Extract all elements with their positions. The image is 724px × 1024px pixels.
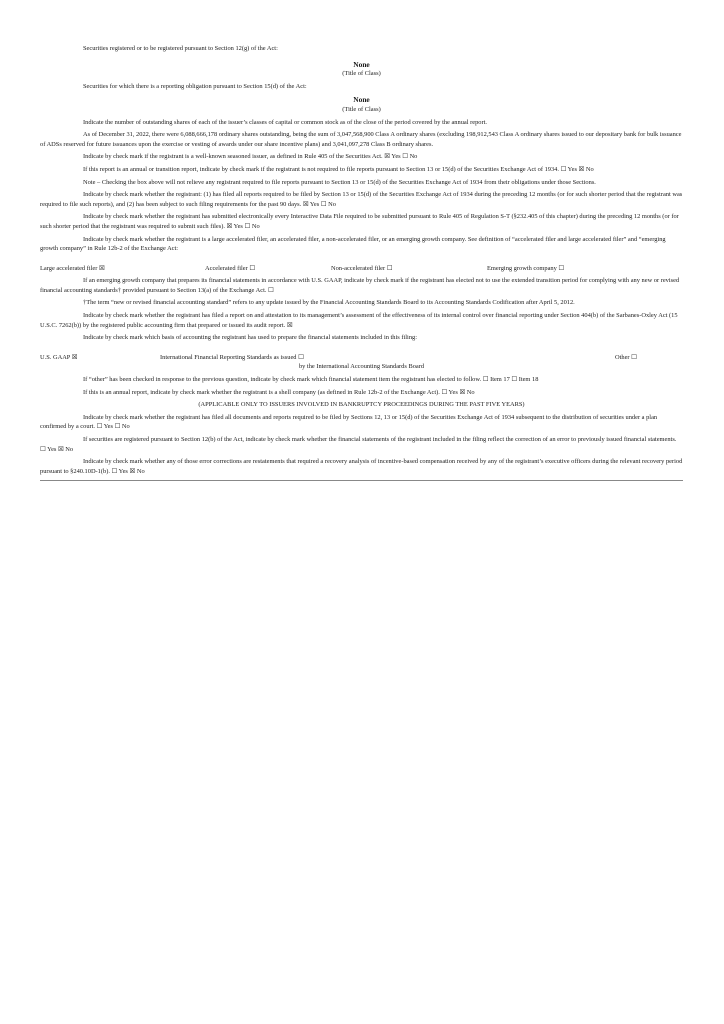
icfr-check: Indicate by check mark whether the registrant has filed a report on and attestation to its management’s assessment of the effectiveness of its internal control over financial reporting under Section 404(b) of the Sarbanes-Oxley Act (15 U.S.C. 7262(b)) by the registered public accounting firm that prepared or issued its audit report. ☒ <box>40 312 678 329</box>
sec12g-class: (Title of Class) <box>342 70 381 78</box>
interactive-data-check: Indicate by check mark whether the registrant has submitted electronically every Interactive Data File required to be submitted pursuant to Rule 405 of Regulation S-T (§232.405 of this chapter) during the preceding 12 months (or for such shorter period that the registrant was required to submit such files). ☒ Yes ☐ No <box>40 213 679 230</box>
not-required-check: If this report is an annual or transition report, indicate by check mark if the registrant is not required to file reports pursuant to Section 13 or 15(d) of the Securities Exchange Act of 1934. ☐ Yes ☒ No <box>83 165 594 173</box>
large-accelerated-option: Large accelerated filer ☒ <box>40 264 105 272</box>
us-gaap-option: U.S. GAAP ☒ <box>40 353 78 361</box>
emerging-text: If an emerging growth company that prepares its financial statements in accordance with U.S. GAAP, indicate by check mark if the registrant has elected not to use the extended transition period for complying with any new or revised financial accounting standards† provided pursuant to Section 13(a) of the Exchange Act. ☐ <box>40 277 680 294</box>
ifrs-option-line2: by the International Accounting Standards Board <box>298 363 425 371</box>
filer-options-row <box>40 264 683 274</box>
document-page <box>40 44 683 481</box>
note-text: Note – Checking the box above will not relieve any registrant required to file reports pursuant to Section 13 or 15(d) of the Securities Exchange Act of 1934 from their obligations under those Sections. <box>83 178 596 186</box>
footnote: †The term “new or revised financial accounting standard” refers to any update issued by the Financial Accounting Standards Board to its Accounting Standards Codification after April 5, 2012. <box>83 299 575 307</box>
emerging-growth-option: Emerging growth company ☐ <box>487 264 565 272</box>
filer-type-label: Indicate by check mark whether the registrant is a large accelerated filer, an accelerated filer, a non-accelerated filer, or an emerging growth company. See definition of “accelerated filer and large accelerated filer” and “emerging growth company” in Rule 12b-2 of the Exchange Act: <box>40 235 666 253</box>
sec15d-class: (Title of Class) <box>342 105 381 113</box>
sec15d-value: None <box>353 95 370 105</box>
outstanding-label: Indicate the number of outstanding shares of each of the issuer’s classes of capital or common stock as of the close of the period covered by the annual report. <box>83 118 487 126</box>
basis-row <box>40 353 683 363</box>
other-item-check: If “other” has been checked in response to the previous question, indicate by check mark which financial statement item the registrant has elected to follow. ☐ Item 17 ☐ Item 18 <box>83 376 539 384</box>
other-option: Other ☐ <box>615 353 637 361</box>
sec15d-label: Securities for which there is a reporting obligation pursuant to Section 15(d) of the Act: <box>83 82 307 90</box>
bottom-divider <box>40 480 683 481</box>
wksi-check: Indicate by check mark if the registrant is a well-known seasoned issuer, as defined in Rule 405 of the Securities Act. ☒ Yes ☐ No <box>83 153 418 161</box>
restatement-check: Indicate by check mark whether any of those error corrections are restatements that required a recovery analysis of incentive-based compensation received by any of the registrant’s executive officers during the relevant recovery period pursuant to §240.10D-1(b). ☐ Yes ☒ No <box>40 458 683 475</box>
correction-check: If securities are registered pursuant to Section 12(b) of the Act, indicate by check mark whether the financial statements of the registrant included in the filing reflect the correction of an error to previously issued financial statements. ☐ Yes ☒ No <box>40 436 677 453</box>
sec12g-value: None <box>353 59 370 69</box>
outstanding-text: As of December 31, 2022, there were 6,088,666,178 ordinary shares outstanding, being the sum of 3,047,568,900 Class A ordinary shares (excluding 198,912,543 Class A ordinary shares issued to our depositary bank for bulk issuance of ADSs reserved for future issuances upon the exercise or vesting of awards under our share incentive plans) and 3,041,097,278 Class B ordinary shares. <box>40 131 682 148</box>
bankruptcy-check: Indicate by check mark whether the registrant has filed all documents and reports required to be filed by Sections 12, 13 or 15(d) of the Securities Exchange Act of 1934 subsequent to the distribution of securities under a plan confirmed by a court. ☐ Yes ☐ No <box>40 413 658 431</box>
sec12g-label: Securities registered or to be registered pursuant to Section 12(g) of the Act: <box>83 45 278 52</box>
bankruptcy-heading: (APPLICABLE ONLY TO ISSUERS INVOLVED IN BANKRUPTCY PROCEEDINGS DURING THE PAST FIVE YEARS) <box>198 401 525 409</box>
basis-label: Indicate by check mark which basis of accounting the registrant has used to prepare the financial statements included in this filing: <box>83 334 417 342</box>
accelerated-option: Accelerated filer ☐ <box>205 264 256 272</box>
filed-all-check: Indicate by check mark whether the registrant: (1) has filed all reports required to be filed by Section 13 or 15(d) of the Securities Exchange Act of 1934 during the preceding 12 months (or for such shorter period that the registrant was required to file such reports), and (2) has been subject to such filing requirements for the past 90 days. ☒ Yes ☐ No <box>40 191 683 208</box>
non-accelerated-option: Non-accelerated filer ☐ <box>331 264 393 272</box>
ifrs-option: International Financial Reporting Standards as issued ☐ <box>160 353 304 361</box>
shell-company-check: If this is an annual report, indicate by check mark whether the registrant is a shell company (as defined in Rule 12b-2 of the Exchange Act). ☐ Yes ☒ No <box>83 388 475 396</box>
